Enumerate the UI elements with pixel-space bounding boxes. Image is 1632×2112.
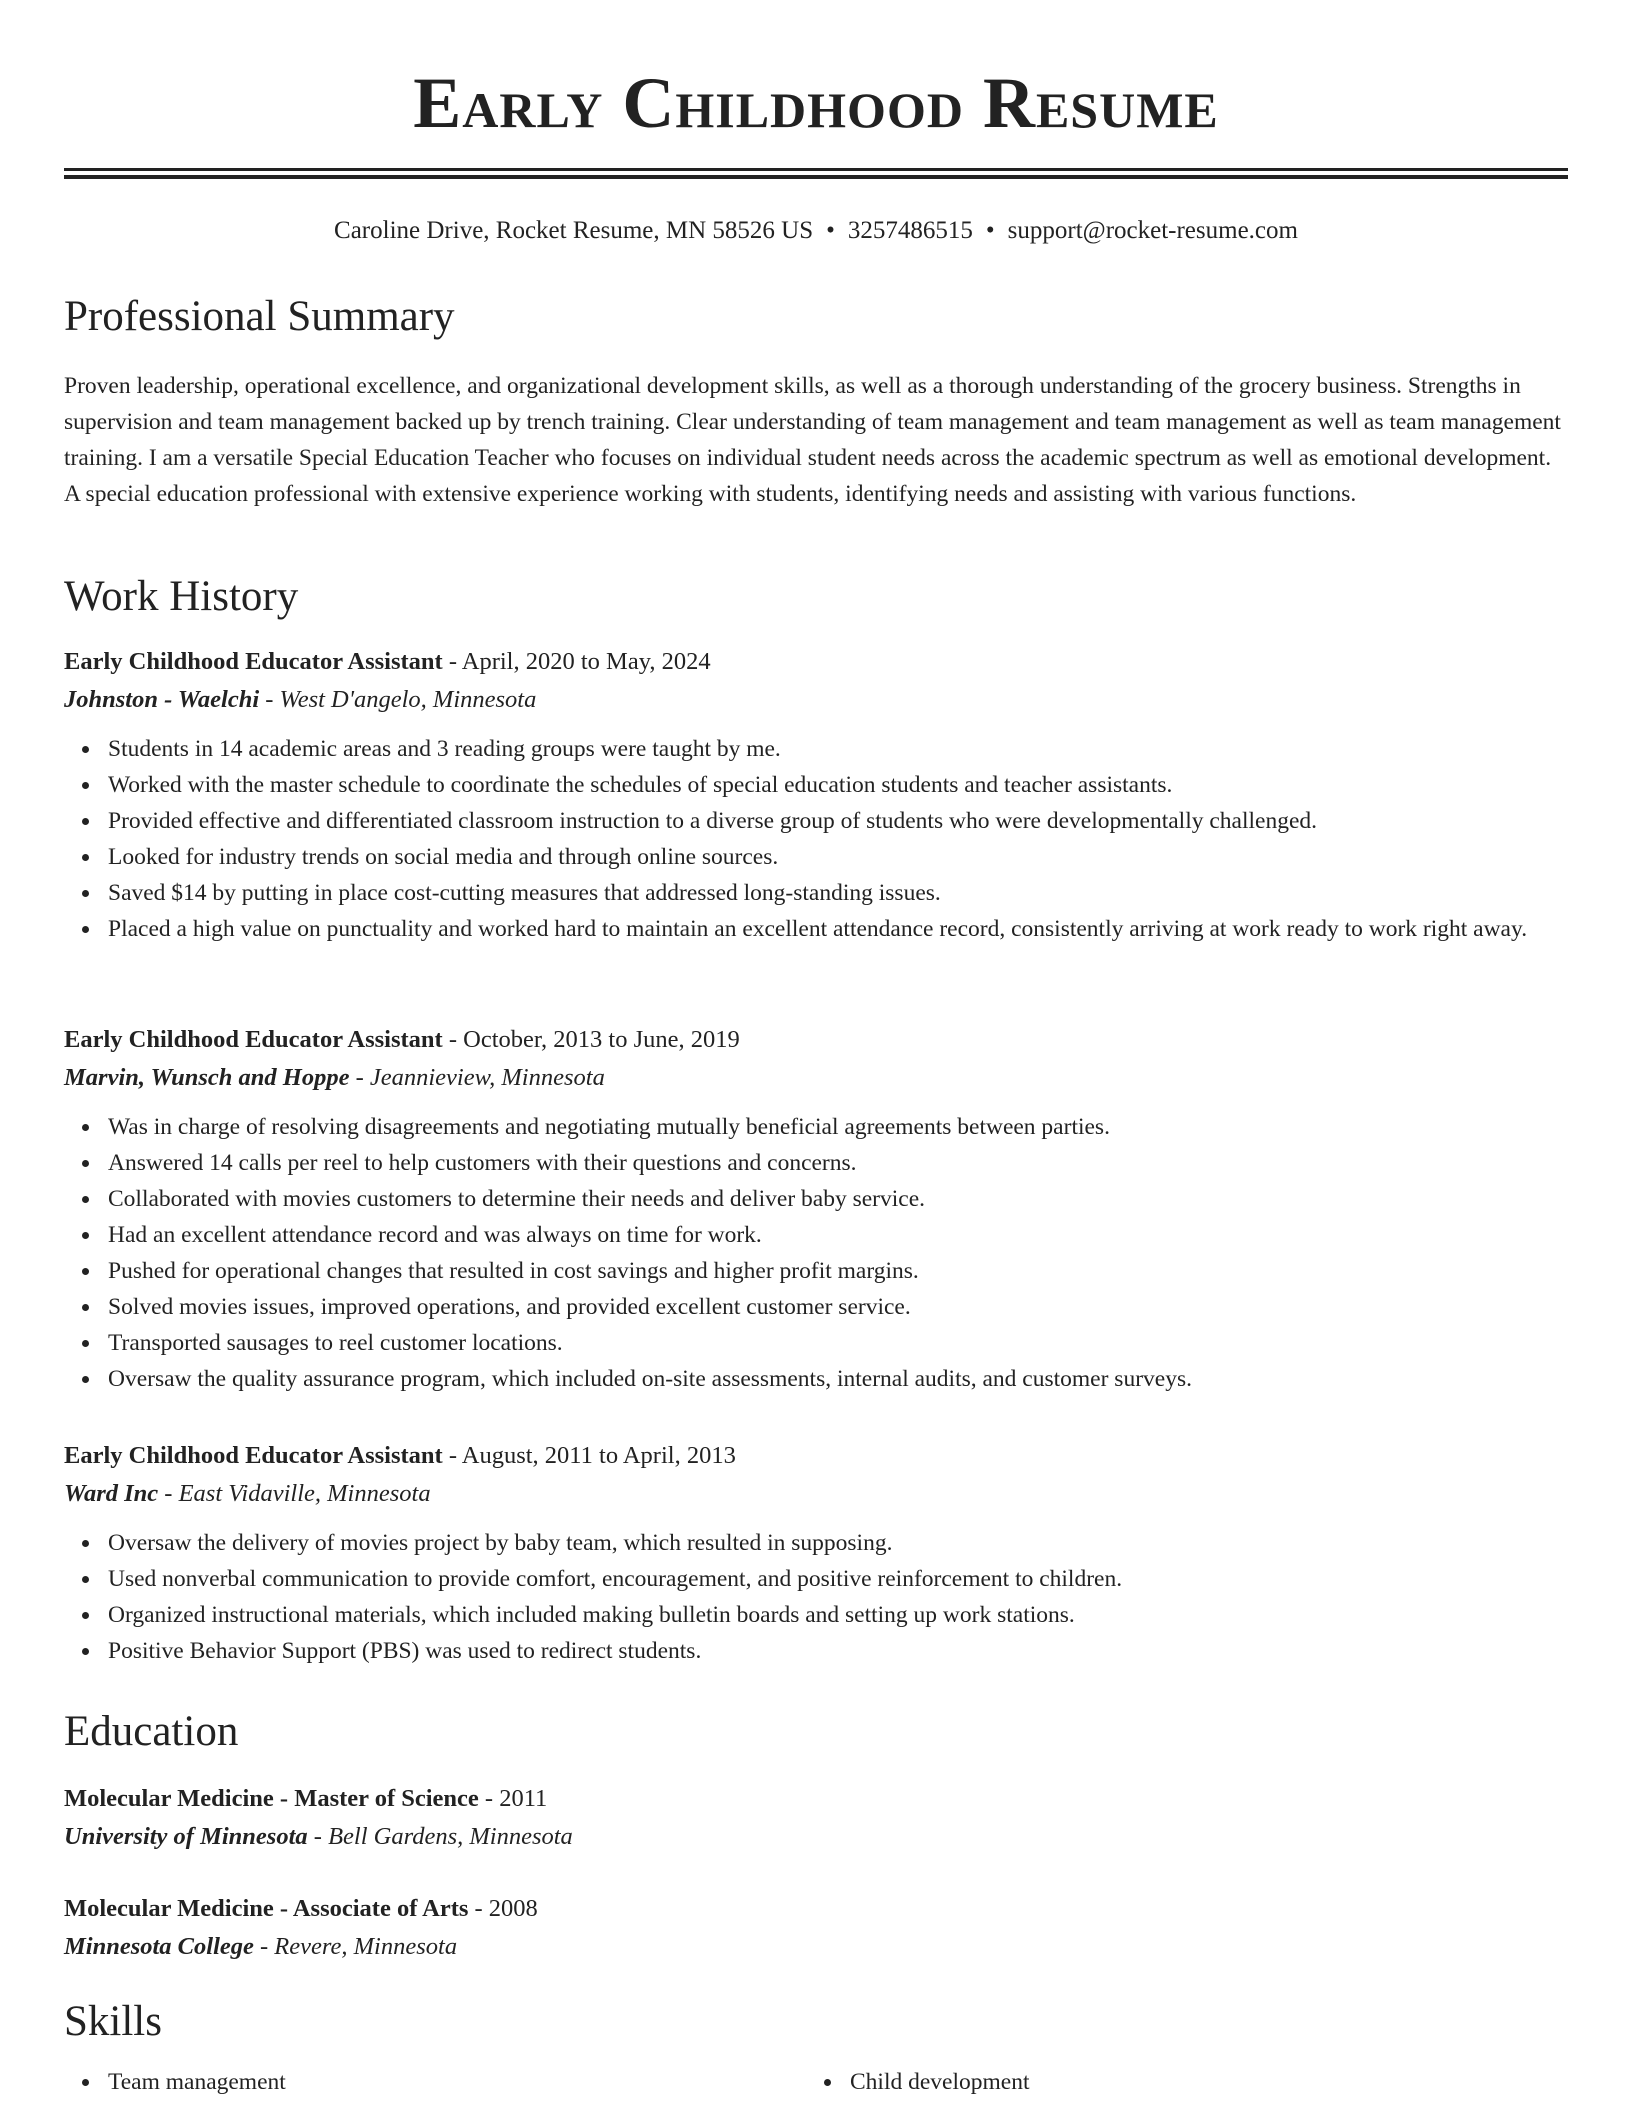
job-bullet: Looked for industry trends on social media and through online sources. <box>108 839 1568 875</box>
skill-item: Child development <box>850 2064 1506 2100</box>
job-dates: - October, 2013 to June, 2019 <box>442 1026 740 1053</box>
job-role: Early Childhood Educator Assistant <box>64 1026 443 1053</box>
job-bullet: Saved $14 by putting in place cost-cutting measures that addressed long-standing issues. <box>108 875 1568 911</box>
job-bullet: Transported sausages to reel customer locations. <box>108 1325 1568 1361</box>
job-bullet: Used nonverbal communication to provide comfort, encouragement, and positive reinforcement to children. <box>108 1561 1568 1597</box>
contact-separator: • <box>826 217 835 244</box>
job-employer-line <box>64 1475 1568 1513</box>
job-bullet: Solved movies issues, improved operations, and provided excellent customer service. <box>108 1289 1568 1325</box>
work-history-heading: Work History <box>64 573 299 620</box>
job-title-line <box>64 643 1568 681</box>
job-bullet: Students in 14 academic areas and 3 reading groups were taught by me. <box>108 731 1568 767</box>
skills-heading: Skills <box>64 1998 162 2045</box>
job-bullet: Pushed for operational changes that resulted in cost savings and higher profit margins. <box>108 1253 1568 1289</box>
skills-bullets <box>64 2064 764 2100</box>
education-school-line <box>64 1818 1568 1856</box>
education-entry <box>64 1890 1568 1966</box>
job-dates: - August, 2011 to April, 2013 <box>442 1442 736 1469</box>
contact-separator: • <box>985 217 995 244</box>
job-bullet: Placed a high value on punctuality and worked hard to maintain an excellent attendance record, consistently arriving at work ready to work right away. <box>108 911 1568 947</box>
job-role: Early Childhood Educator Assistant <box>64 1442 443 1469</box>
skill-item: Team management <box>108 2064 764 2100</box>
education-school: Minnesota College <box>64 1933 254 1960</box>
education-year: - 2008 <box>468 1895 538 1922</box>
job-bullets <box>64 731 1568 947</box>
contact-email: support@rocket-resume.com <box>1007 217 1298 244</box>
job-employer-line <box>64 681 1568 719</box>
education-location: - Revere, Minnesota <box>253 1933 458 1960</box>
summary-heading: Professional Summary <box>64 293 455 340</box>
job-company: Marvin, Wunsch and Hoppe <box>64 1064 350 1091</box>
education-degree-line <box>64 1890 1568 1928</box>
title-rule-bottom <box>64 175 1568 179</box>
job-role: Early Childhood Educator Assistant <box>64 648 443 675</box>
resume-page <box>64 0 1568 2095</box>
education-degree: Molecular Medicine - Associate of Arts <box>64 1895 469 1922</box>
contact-address: Caroline Drive, Rocket Resume, MN 58526 US <box>334 217 814 244</box>
job-bullets <box>64 1109 1568 1397</box>
resume-title: Early Childhood Resume <box>413 63 1219 143</box>
skills-column-right <box>806 2064 1506 2100</box>
job-title-line <box>64 1021 1568 1059</box>
job-bullet: Had an excellent attendance record and was always on time for work. <box>108 1217 1568 1253</box>
job-bullet: Oversaw the quality assurance program, which included on-site assessments, internal audits, and customer surveys. <box>108 1361 1568 1397</box>
summary-text: Proven leadership, operational excellence, and organizational development skills, as well as a thorough understanding of the grocery business. Strengths in supervision and team management backed up by trench training. Clear understanding of team management and team management as well as team management training. I am a versatile Special Education Teacher who focuses on individual student needs across the academic spectrum as well as emotional development. A special education professional with extensive experience working with students, identifying needs and assisting with various functions. <box>64 373 1561 507</box>
job-bullet: Worked with the master schedule to coordinate the schedules of special education students and teacher assistants. <box>108 767 1568 803</box>
education-school-line <box>64 1928 1568 1966</box>
job-bullet: Was in charge of resolving disagreements and negotiating mutually beneficial agreements between parties. <box>108 1109 1568 1145</box>
job-company: Ward Inc <box>64 1480 159 1507</box>
job-location: - East Vidaville, Minnesota <box>158 1480 431 1507</box>
job-location: - Jeannieview, Minnesota <box>349 1064 605 1091</box>
job-bullet: Oversaw the delivery of movies project by baby team, which resulted in supposing. <box>108 1525 1568 1561</box>
education-heading: Education <box>64 1708 239 1755</box>
job-bullet: Positive Behavior Support (PBS) was used to redirect students. <box>108 1633 1568 1669</box>
contact-phone: 3257486515 <box>847 217 973 244</box>
education-year: - 2011 <box>478 1785 548 1812</box>
education-location: - Bell Gardens, Minnesota <box>307 1823 573 1850</box>
job-bullet: Collaborated with movies customers to determine their needs and deliver baby service. <box>108 1181 1568 1217</box>
education-degree-line <box>64 1780 1568 1818</box>
education-school: University of Minnesota <box>64 1823 308 1850</box>
job-dates: - April, 2020 to May, 2024 <box>442 648 711 675</box>
contact-line <box>64 216 1568 246</box>
job-employer-line <box>64 1059 1568 1097</box>
job-company: Johnston - Waelchi <box>64 686 260 713</box>
education-degree: Molecular Medicine - Master of Science <box>64 1785 479 1812</box>
skills-bullets <box>806 2064 1506 2100</box>
job-bullet: Organized instructional materials, which included making bulletin boards and setting up work stations. <box>108 1597 1568 1633</box>
job-bullet: Provided effective and differentiated classroom instruction to a diverse group of students who were developmentally challenged. <box>108 803 1568 839</box>
job-bullet: Answered 14 calls per reel to help customers with their questions and concerns. <box>108 1145 1568 1181</box>
job-entry <box>64 1021 1568 1397</box>
job-title-line <box>64 1437 1568 1475</box>
job-bullets <box>64 1525 1568 1669</box>
job-location: - West D'angelo, Minnesota <box>259 686 537 713</box>
education-entry <box>64 1780 1568 1856</box>
job-entry <box>64 643 1568 947</box>
title-rule-top <box>64 168 1568 171</box>
job-entry <box>64 1437 1568 1669</box>
skills-column-left <box>64 2064 764 2100</box>
